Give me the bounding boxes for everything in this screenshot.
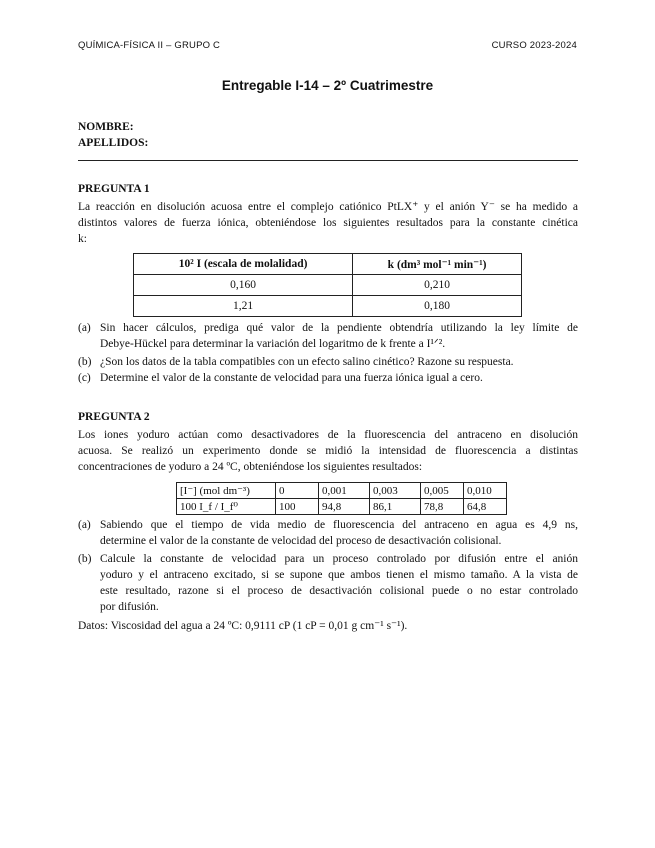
nombre-label: NOMBRE: [78,121,134,133]
table-cell: 64,8 [464,499,507,515]
item-text: Determine el valor de la constante de velocidad para una fuerza iónica igual a cero. [100,372,483,384]
item-label: (c) [78,372,91,384]
q1-item-a [78,320,578,352]
table-header-row [134,254,522,275]
header-course-left: QUÍMICA-FÍSICA II – GRUPO C [78,40,221,51]
q1-intro-line: distintos valores de fuerza iónica, obteniéndose los siguientes resultados para la constante cinética [78,217,578,229]
q2-intro-line: concentraciones de yoduro a 24 ºC, obteniéndose los siguientes resultados: [78,461,423,473]
item-label: (a) [78,519,91,531]
q2-intro [78,427,578,475]
header-course-right: CURSO 2023-2024 [491,40,577,51]
table-cell: 100 I_f / I_f⁰ [177,499,276,515]
q1-item-c [78,370,578,386]
table-cell: [I⁻] (mol dm⁻³) [177,483,276,499]
datos-text: Datos: Viscosidad del agua a 24 ºC: 0,9111 cP (1 cP = 0,01 g cm⁻¹ s⁻¹). [78,620,408,632]
item-text: este resultado, razone si el proceso de desactivación colisional puede o no estar controlado [100,585,578,597]
q1-intro-line: k: [78,233,87,245]
q2-item-a [78,517,578,549]
q1-intro-line: La reacción en disolución acuosa entre el complejo catiónico PtLX⁺ y el anión Y⁻ se ha medido a [78,201,578,213]
item-text: Sin hacer cálculos, prediga qué valor de la pendiente obtendría utilizando la ley límite de [100,322,578,334]
item-text: yoduro y el antraceno excitado, si se supone que ambos tienen el mismo tamaño. A la vista de [100,569,578,581]
q2-intro-line: Los iones yoduro actúan como desactivadores de la fluorescencia del antraceno en disolución [78,429,578,441]
table-cell: 0,005 [421,483,464,499]
table-cell: 86,1 [370,499,421,515]
page-title: Entregable I-14 – 2º Cuatrimestre [221,78,434,93]
table-row [134,296,522,317]
table-cell: 0,210 [353,275,522,296]
table-row [177,499,507,515]
table-cell: 78,8 [421,499,464,515]
col-header-ionic-strength: 10² I (escala de molalidad) [134,254,353,275]
item-text: Sabiendo que el tiempo de vida medio de fluorescencia del antraceno en agua es 4,9 ns, [100,519,578,531]
item-text: determine el valor de la constante de velocidad del proceso de desactivación colisional. [100,535,502,547]
q1-data-table [133,253,522,317]
table-cell: 0,003 [370,483,421,499]
q2-data-table [176,482,507,515]
item-text: por difusión. [100,601,159,613]
item-label: (b) [78,356,92,368]
item-label: (a) [78,322,91,334]
table-cell: 100 [276,499,319,515]
table-cell: 0,001 [319,483,370,499]
table-cell: 0,010 [464,483,507,499]
q1-intro [78,199,578,247]
q2-intro-line: acuosa. Se realizó un experimento donde se midió la intensidad de fluorescencia a distintas [78,445,578,457]
table-cell: 0,180 [353,296,522,317]
q1-item-b [78,354,578,370]
table-row [177,483,507,499]
q2-item-b [78,551,578,615]
divider-line [78,160,578,161]
item-text: Debye-Hückel para determinar la variación del logaritmo de k frente a I¹ᐟ². [100,338,446,350]
table-cell: 0 [276,483,319,499]
table-cell: 94,8 [319,499,370,515]
item-text: Calcule la constante de velocidad para un proceso controlado por difusión entre el anión [100,553,578,565]
col-header-rate-constant: k (dm³ mol⁻¹ min⁻¹) [353,254,522,275]
table-row [134,275,522,296]
table-cell: 1,21 [134,296,353,317]
q2-datos [78,618,578,634]
q1-heading: PREGUNTA 1 [78,183,150,195]
apellidos-label: APELLIDOS: [78,137,149,149]
item-text: ¿Son los datos de la tabla compatibles con un efecto salino cinético? Razone su respuesta. [100,356,514,368]
table-cell: 0,160 [134,275,353,296]
item-label: (b) [78,553,92,565]
q2-heading: PREGUNTA 2 [78,411,150,423]
